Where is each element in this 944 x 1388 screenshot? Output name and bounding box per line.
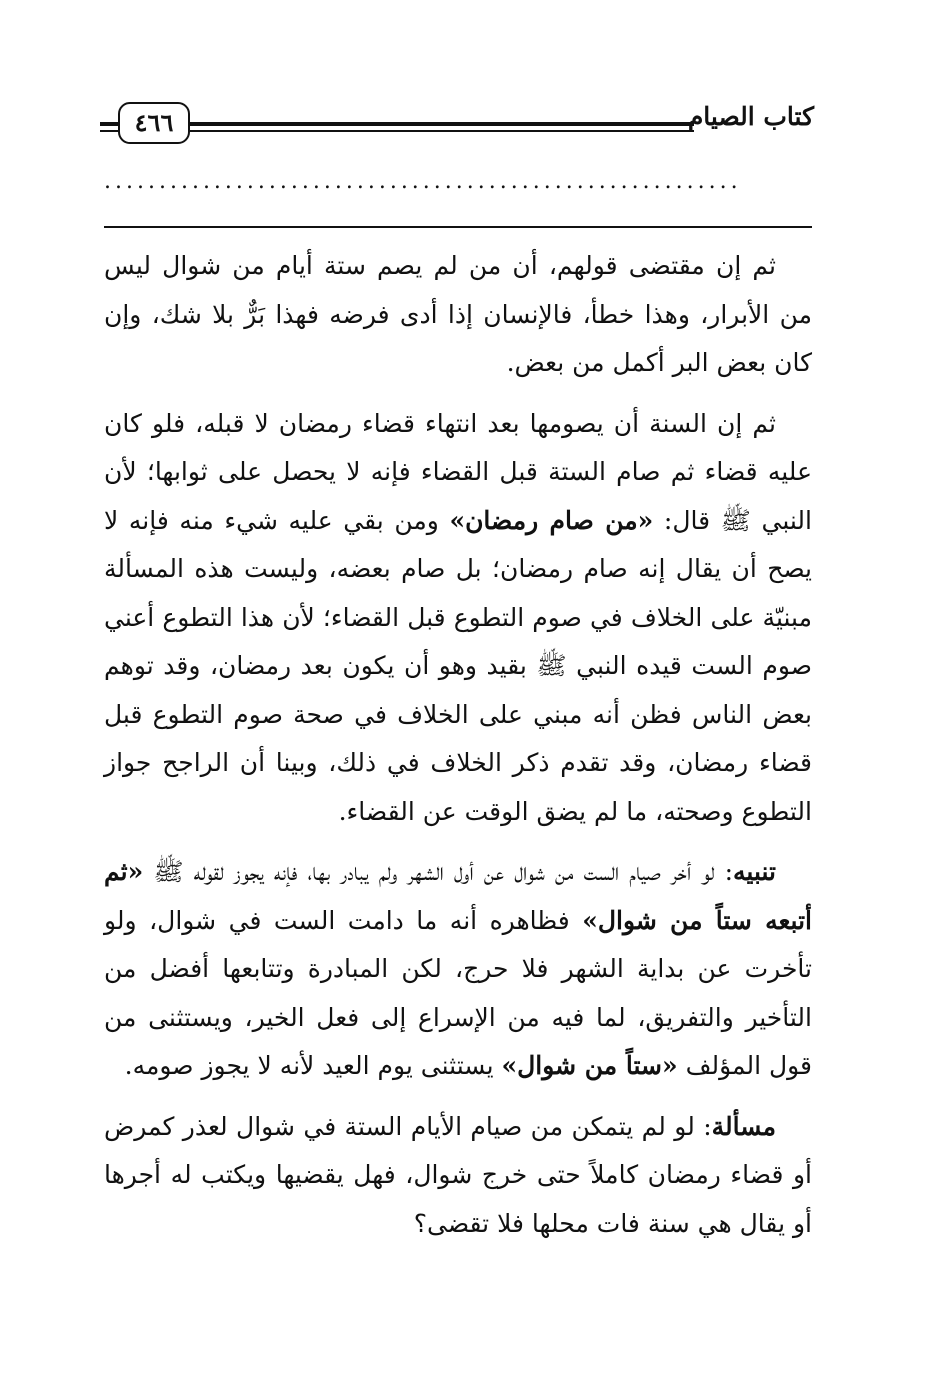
paragraph (104, 848, 812, 1091)
paragraph (104, 1103, 812, 1249)
paragraph-text: ثم إن السنة أن يصومها بعد انتهاء قضاء رمضان لا قبله، فلو كان عليه قضاء ثم صام الستة قبل القضاء فإنه لا يحصل على ثوابها؛ لأن النبي ﷺ قال: (104, 408, 812, 535)
footnote-dots: .......................................................... (104, 170, 742, 194)
book-title: كتاب الصيام (687, 102, 814, 131)
separator-line (104, 226, 812, 228)
main-text (104, 242, 812, 1260)
note-label: تنبيه (733, 857, 776, 886)
paragraph (104, 400, 812, 837)
paragraph-text: ثم إن مقتضى قولهم، أن من لم يصم ستة أيام من شوال ليس من الأبرار، وهذا خطأ، فالإنسان إذا أدى فرضه فهذا بَرٌّ بلا شك، وإن كان بعض البر أكمل من بعض. (104, 251, 812, 377)
author-quote: «ستاً من شوال» (501, 1051, 678, 1080)
paragraph-text: ومن بقي عليه شيء منه فإنه لا يصح أن يقال إنه صام رمضان؛ بل صام بعضه، وليست هذه المسألة مبنيّة على الخلاف في صوم التطوع قبل القضاء؛ لأن هذا التطوع أعني صوم الست قيده النبي ﷺ بقيد وهو أن يكون بعد رمضان، وقد توهم بعض الناس فظن أنه مبني على الخلاف في صحة صوم التطوع قبل قضاء رمضان، وقد تقدم ذكر الخلاف في ذلك، وبينا أن الراجح جواز التطوع وصحته، ما لم يضق الوقت عن القضاء. (104, 505, 812, 826)
issue-label: مسألة (711, 1111, 776, 1141)
paragraph-text: : لو لم يتمكن من صيام الأيام الستة في شوال لعذر كمرض أو قضاء رمضان كاملاً حتى خرج شوال، فهل يقضيها ويكتب له أجرها أو يقال هي سنة فات محلها فلا تقضى؟ (104, 1111, 812, 1238)
page-number: ٤٦٦ (118, 102, 190, 144)
paragraph-text: : لو أخر صيام الست من شوال عن أول الشهر ولم يبادر بها، فإنه يجوز لقوله ﷺ (143, 857, 733, 886)
hadith-quote: «ثم أتبعه ستاً من شوال» (104, 857, 812, 935)
paragraph (104, 242, 812, 388)
paragraph-text: فظاهره أنه ما دامت الست في شوال، ولو تأخرت عن بداية الشهر فلا حرج، لكن المبادرة وتتابعها أفضل من التأخير والتفريق، لما فيه من الإسراع إلى فعل الخير، ويستثنى من قول المؤلف (104, 905, 812, 1080)
page-header (100, 92, 814, 152)
hadith-quote: «من صام رمضان» (449, 505, 654, 535)
paragraph-text: يستثنى يوم العيد لأنه لا يجوز صومه. (124, 1051, 502, 1080)
